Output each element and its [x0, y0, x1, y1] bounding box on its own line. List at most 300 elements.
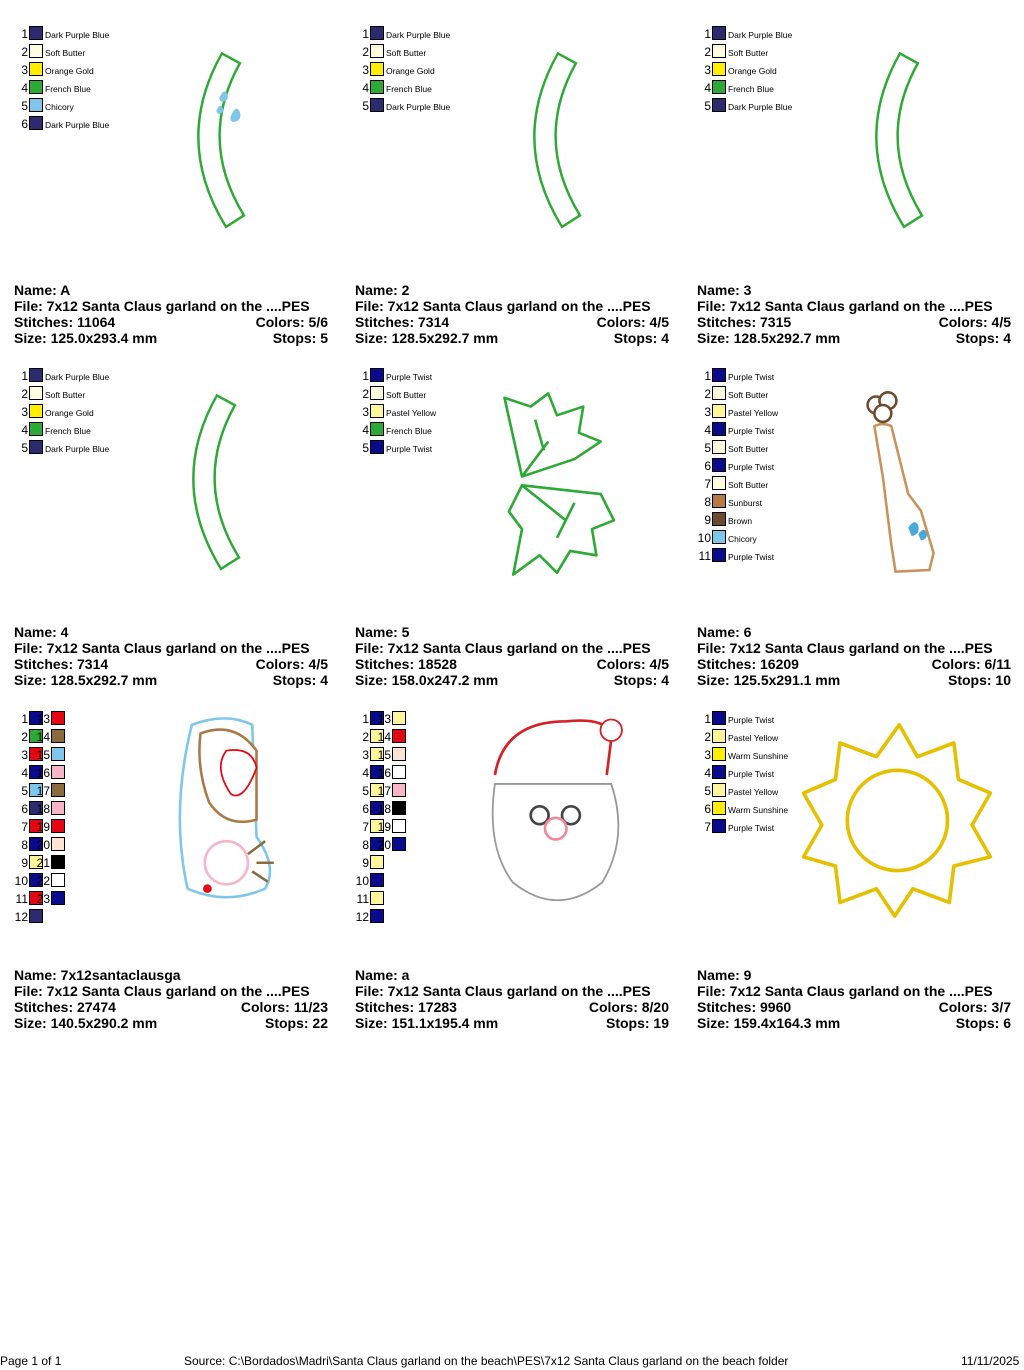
thread-number: 11	[698, 549, 711, 563]
reindeer-design-preview	[166, 695, 291, 940]
crescent-design-preview	[517, 28, 607, 263]
thread-number: 2	[21, 45, 28, 59]
thread-swatch	[370, 26, 384, 40]
thread-number: 4	[362, 766, 369, 780]
thread-number: 12	[355, 910, 369, 924]
design-card	[689, 26, 1009, 356]
thread-number: 8	[704, 495, 711, 509]
thread-swatch	[51, 819, 65, 833]
design-card	[347, 711, 667, 1041]
thread-swatch	[712, 819, 726, 833]
thread-row	[695, 494, 875, 512]
thread-number: 2	[362, 45, 369, 59]
thread-number: 1	[21, 27, 28, 41]
thread-row	[695, 548, 875, 566]
thread-name: Purple Twist	[728, 462, 775, 472]
design-size: Size: 140.5x290.2 mm	[14, 1015, 158, 1031]
thread-number: 1	[704, 369, 711, 383]
thread-number: 3	[362, 405, 369, 419]
thread-name: Purple Twist	[728, 715, 775, 725]
design-name: Name: a	[355, 967, 410, 983]
thread-row	[12, 44, 192, 62]
thread-number: 5	[21, 784, 28, 798]
thread-swatch	[29, 404, 43, 418]
thread-swatch	[712, 747, 726, 761]
thread-row	[695, 440, 875, 458]
thread-swatch	[29, 116, 43, 130]
design-file: File: 7x12 Santa Claus garland on the ....PES	[697, 640, 993, 656]
santa-design-preview	[477, 695, 647, 940]
thread-number: 11	[15, 892, 28, 906]
thread-number: 18	[36, 802, 50, 816]
thread-number: 1	[704, 712, 711, 726]
design-size: Size: 125.0x293.4 mm	[14, 330, 158, 346]
thread-number: 3	[362, 748, 369, 762]
thread-row	[695, 44, 875, 62]
thread-swatch	[370, 404, 384, 418]
thread-name: Dark Purple Blue	[45, 120, 110, 130]
thread-name: Brown	[728, 516, 753, 526]
thread-number: 2	[362, 387, 369, 401]
thread-swatch	[712, 801, 726, 815]
thread-swatch	[370, 855, 384, 869]
thread-name: Soft Butter	[386, 48, 427, 58]
design-file: File: 7x12 Santa Claus garland on the ....PES	[697, 983, 993, 999]
thread-swatch	[392, 801, 406, 815]
stop-count: Stops: 4	[272, 672, 328, 688]
design-size: Size: 158.0x247.2 mm	[355, 672, 499, 688]
thread-number: 11	[356, 892, 369, 906]
thread-number: 5	[704, 784, 711, 798]
design-name: Name: 9	[697, 967, 752, 983]
stitch-count: Stitches: 7314	[14, 656, 109, 672]
thread-row	[12, 368, 192, 386]
thread-name: Warm Sunshine	[728, 751, 789, 761]
thread-swatch	[370, 440, 384, 454]
color-count: Colors: 11/23	[240, 999, 328, 1015]
thread-swatch	[370, 422, 384, 436]
design-size: Size: 128.5x292.7 mm	[697, 330, 841, 346]
thread-name: French Blue	[386, 426, 432, 436]
thread-number: 4	[362, 81, 369, 95]
thread-swatch	[712, 530, 726, 544]
crescent-design-preview	[859, 28, 949, 263]
design-card	[6, 711, 326, 1041]
crescent-drop-design-preview	[181, 28, 271, 263]
thread-swatch	[712, 26, 726, 40]
thread-name: Dark Purple Blue	[45, 372, 110, 382]
thread-swatch	[712, 512, 726, 526]
thread-name: Soft Butter	[728, 444, 769, 454]
thread-number: 15	[377, 748, 391, 762]
thread-swatch	[29, 62, 43, 76]
thread-number: 6	[362, 802, 369, 816]
thread-name: Pastel Yellow	[728, 733, 779, 743]
color-count: Colors: 3/7	[938, 999, 1011, 1015]
thread-row	[695, 62, 875, 80]
thread-name: Orange Gold	[728, 66, 777, 76]
design-info	[697, 967, 1011, 1031]
color-count: Colors: 6/11	[931, 656, 1011, 672]
design-card	[6, 368, 326, 698]
thread-row	[12, 404, 192, 422]
thread-swatch	[51, 837, 65, 851]
thread-number: 9	[362, 856, 369, 870]
design-card	[689, 368, 1009, 698]
design-info	[14, 967, 328, 1031]
thread-swatch	[29, 440, 43, 454]
thread-swatch	[370, 98, 384, 112]
thread-number: 20	[36, 838, 50, 852]
stitch-count: Stitches: 9960	[697, 999, 792, 1015]
thread-swatch	[370, 44, 384, 58]
stop-count: Stops: 10	[947, 672, 1011, 688]
stop-count: Stops: 4	[955, 330, 1011, 346]
thread-number: 4	[704, 81, 711, 95]
thread-number: 3	[21, 405, 28, 419]
design-name: Name: 2	[355, 282, 410, 298]
stop-count: Stops: 4	[613, 330, 669, 346]
thread-swatch	[29, 80, 43, 94]
thread-swatch	[51, 891, 65, 905]
thread-number: 3	[704, 405, 711, 419]
thread-number: 5	[362, 441, 369, 455]
thread-name: Dark Purple Blue	[728, 30, 793, 40]
thread-number: 1	[362, 712, 369, 726]
thread-number: 6	[21, 802, 28, 816]
thread-swatch	[51, 765, 65, 779]
thread-number: 15	[36, 748, 50, 762]
thread-name: Warm Sunshine	[728, 805, 789, 815]
thread-number: 4	[704, 766, 711, 780]
thread-number: 5	[704, 441, 711, 455]
design-size: Size: 128.5x292.7 mm	[14, 672, 158, 688]
thread-number: 7	[21, 820, 28, 834]
thread-swatch	[370, 891, 384, 905]
thread-swatch	[712, 765, 726, 779]
thread-number: 22	[36, 874, 50, 888]
thread-swatch	[51, 783, 65, 797]
thread-name: Pastel Yellow	[386, 408, 437, 418]
thread-swatch	[712, 494, 726, 508]
thread-swatch	[392, 711, 406, 725]
thread-number: 1	[362, 27, 369, 41]
thread-name: Soft Butter	[45, 48, 86, 58]
thread-row	[695, 458, 875, 476]
thread-row	[695, 422, 875, 440]
thread-name: Soft Butter	[45, 390, 86, 400]
thread-number: 4	[21, 81, 28, 95]
thread-swatch	[51, 873, 65, 887]
thread-row	[353, 26, 533, 44]
thread-swatch	[51, 729, 65, 743]
thread-number: 23	[36, 892, 50, 906]
design-card	[347, 368, 667, 698]
thread-row	[695, 80, 875, 98]
thread-number: 7	[362, 820, 369, 834]
stitch-count: Stitches: 16209	[697, 656, 799, 672]
thread-row	[353, 98, 533, 116]
thread-number: 2	[704, 387, 711, 401]
design-card	[6, 26, 326, 356]
thread-name: French Blue	[386, 84, 432, 94]
thread-row	[12, 422, 192, 440]
thread-number: 10	[697, 531, 711, 545]
thread-swatch	[51, 711, 65, 725]
thread-row	[12, 80, 192, 98]
thread-swatch	[712, 440, 726, 454]
thread-row	[695, 530, 875, 548]
design-card	[347, 26, 667, 356]
thread-number: 3	[704, 63, 711, 77]
thread-swatch	[370, 368, 384, 382]
design-size: Size: 125.5x291.1 mm	[697, 672, 841, 688]
thread-swatch	[29, 422, 43, 436]
stop-count: Stops: 6	[955, 1015, 1011, 1031]
stop-count: Stops: 22	[264, 1015, 328, 1031]
stitch-count: Stitches: 7314	[355, 314, 450, 330]
print-date: 11/11/2025	[961, 1354, 1020, 1368]
thread-row	[12, 909, 192, 927]
thread-swatch	[370, 80, 384, 94]
sun-design-preview	[799, 705, 1004, 945]
thread-number: 1	[704, 27, 711, 41]
design-size: Size: 159.4x164.3 mm	[697, 1015, 841, 1031]
thread-number: 5	[362, 99, 369, 113]
crescent-design-preview	[176, 370, 266, 605]
thread-name: Purple Twist	[386, 444, 433, 454]
thread-row	[12, 116, 192, 134]
source-path: Source: C:\Bordados\Madri\Santa Claus garland on the beach\PES\7x12 Santa Claus garland on the beach folder	[184, 1354, 789, 1368]
thread-name: Orange Gold	[45, 408, 94, 418]
thread-number: 17	[36, 784, 50, 798]
thread-swatch	[712, 711, 726, 725]
thread-number: 4	[362, 423, 369, 437]
thread-number: 2	[362, 730, 369, 744]
thread-name: Orange Gold	[386, 66, 435, 76]
thread-name: French Blue	[45, 426, 91, 436]
thread-name: Soft Butter	[386, 390, 427, 400]
thread-number: 21	[36, 856, 50, 870]
design-file: File: 7x12 Santa Claus garland on the ....PES	[14, 983, 310, 999]
thread-name: French Blue	[45, 84, 91, 94]
thread-name: Dark Purple Blue	[45, 444, 110, 454]
thread-swatch	[29, 909, 43, 923]
thread-number: 7	[704, 820, 711, 834]
thread-row	[695, 386, 875, 404]
thread-number: 17	[377, 784, 391, 798]
thread-number: 1	[362, 369, 369, 383]
thread-number: 2	[21, 730, 28, 744]
thread-swatch	[712, 98, 726, 112]
design-file: File: 7x12 Santa Claus garland on the ....PES	[14, 298, 310, 314]
thread-name: Purple Twist	[386, 372, 433, 382]
thread-swatch	[712, 729, 726, 743]
thread-number: 12	[14, 910, 28, 924]
thread-swatch	[29, 44, 43, 58]
thread-swatch	[712, 386, 726, 400]
thread-row	[12, 62, 192, 80]
thread-name: Purple Twist	[728, 823, 775, 833]
color-count: Colors: 4/5	[596, 656, 669, 672]
trunk-design-preview	[849, 370, 959, 605]
thread-row	[695, 512, 875, 530]
color-count: Colors: 4/5	[596, 314, 669, 330]
design-info	[14, 282, 328, 346]
thread-swatch	[712, 422, 726, 436]
thread-number: 6	[21, 117, 28, 131]
design-info	[697, 282, 1011, 346]
thread-swatch	[29, 368, 43, 382]
thread-swatch	[51, 801, 65, 815]
thread-number: 6	[704, 802, 711, 816]
thread-number: 8	[21, 838, 28, 852]
design-info	[355, 282, 669, 346]
thread-swatch	[392, 765, 406, 779]
design-file: File: 7x12 Santa Claus garland on the ....PES	[355, 983, 651, 999]
thread-row	[12, 26, 192, 44]
thread-number: 9	[21, 856, 28, 870]
thread-number: 5	[21, 441, 28, 455]
thread-number: 19	[36, 820, 50, 834]
thread-name: Dark Purple Blue	[728, 102, 793, 112]
stitch-count: Stitches: 27474	[14, 999, 116, 1015]
thread-number: 2	[21, 387, 28, 401]
thread-name: Chicory	[728, 534, 757, 544]
thread-name: Dark Purple Blue	[386, 102, 451, 112]
thread-swatch	[370, 873, 384, 887]
design-size: Size: 128.5x292.7 mm	[355, 330, 499, 346]
thread-swatch	[370, 909, 384, 923]
thread-swatch	[712, 783, 726, 797]
design-name: Name: 6	[697, 624, 752, 640]
color-count: Colors: 5/6	[255, 314, 328, 330]
thread-swatch	[51, 855, 65, 869]
thread-swatch	[392, 837, 406, 851]
thread-number: 1	[21, 712, 28, 726]
color-count: Colors: 8/20	[588, 999, 669, 1015]
thread-number: 3	[704, 748, 711, 762]
thread-swatch	[712, 62, 726, 76]
thread-number: 19	[377, 820, 391, 834]
thread-row	[695, 26, 875, 44]
thread-swatch	[392, 729, 406, 743]
thread-name: Sunburst	[728, 498, 763, 508]
design-file: File: 7x12 Santa Claus garland on the ....PES	[355, 640, 651, 656]
thread-name: Dark Purple Blue	[45, 30, 110, 40]
thread-row	[12, 386, 192, 404]
color-count: Colors: 4/5	[255, 656, 328, 672]
design-file: File: 7x12 Santa Claus garland on the ....PES	[697, 298, 993, 314]
thread-number: 18	[377, 802, 391, 816]
thread-number: 4	[21, 766, 28, 780]
thread-number: 5	[21, 99, 28, 113]
thread-number: 6	[704, 459, 711, 473]
thread-swatch	[29, 98, 43, 112]
thread-number: 3	[21, 63, 28, 77]
thread-swatch	[712, 80, 726, 94]
thread-number: 2	[704, 45, 711, 59]
thread-row	[695, 98, 875, 116]
thread-name: Purple Twist	[728, 426, 775, 436]
thread-row	[695, 368, 875, 386]
thread-name: Purple Twist	[728, 769, 775, 779]
thread-name: Purple Twist	[728, 372, 775, 382]
design-file: File: 7x12 Santa Claus garland on the ....PES	[14, 640, 310, 656]
thread-name: Soft Butter	[728, 390, 769, 400]
thread-number: 5	[362, 784, 369, 798]
thread-name: Dark Purple Blue	[386, 30, 451, 40]
thread-number: 10	[14, 874, 28, 888]
design-name: Name: 3	[697, 282, 752, 298]
thread-swatch	[370, 386, 384, 400]
stop-count: Stops: 5	[272, 330, 328, 346]
design-name: Name: 7x12santaclausga	[14, 967, 181, 983]
thread-number: 2	[704, 730, 711, 744]
thread-swatch	[712, 368, 726, 382]
design-info	[355, 624, 669, 688]
stitch-count: Stitches: 18528	[355, 656, 457, 672]
thread-number: 7	[704, 477, 711, 491]
thread-name: Orange Gold	[45, 66, 94, 76]
design-name: Name: 5	[355, 624, 410, 640]
thread-name: Soft Butter	[728, 480, 769, 490]
thread-name: Purple Twist	[728, 552, 775, 562]
design-info	[355, 967, 669, 1031]
thread-swatch	[712, 44, 726, 58]
thread-number: 3	[21, 748, 28, 762]
thread-name: Pastel Yellow	[728, 787, 779, 797]
color-count: Colors: 4/5	[938, 314, 1011, 330]
thread-number: 4	[21, 423, 28, 437]
thread-number: 1	[21, 369, 28, 383]
design-size: Size: 151.1x195.4 mm	[355, 1015, 499, 1031]
thread-name: Pastel Yellow	[728, 408, 779, 418]
thread-swatch	[370, 62, 384, 76]
thread-swatch	[29, 386, 43, 400]
thread-swatch	[392, 819, 406, 833]
palm-design-preview	[487, 370, 627, 605]
thread-number: 13	[36, 712, 50, 726]
stop-count: Stops: 19	[605, 1015, 669, 1031]
thread-swatch	[712, 404, 726, 418]
design-info	[697, 624, 1011, 688]
thread-swatch	[29, 26, 43, 40]
design-card	[689, 711, 1009, 1041]
stitch-count: Stitches: 11064	[14, 314, 116, 330]
stop-count: Stops: 4	[613, 672, 669, 688]
thread-number: 16	[36, 766, 50, 780]
thread-row	[695, 476, 875, 494]
thread-swatch	[712, 548, 726, 562]
thread-number: 8	[362, 838, 369, 852]
design-name: Name: 4	[14, 624, 69, 640]
page-number: Page 1 of 1	[0, 1354, 62, 1368]
thread-number: 5	[704, 99, 711, 113]
design-file: File: 7x12 Santa Claus garland on the ....PES	[355, 298, 651, 314]
stitch-count: Stitches: 17283	[355, 999, 457, 1015]
thread-number: 10	[355, 874, 369, 888]
thread-number: 4	[704, 423, 711, 437]
thread-swatch	[51, 747, 65, 761]
thread-number: 3	[362, 63, 369, 77]
thread-number: 16	[377, 766, 391, 780]
thread-swatch	[392, 783, 406, 797]
thread-row	[12, 98, 192, 116]
design-name: Name: A	[14, 282, 71, 298]
thread-number: 14	[36, 730, 50, 744]
thread-swatch	[392, 747, 406, 761]
